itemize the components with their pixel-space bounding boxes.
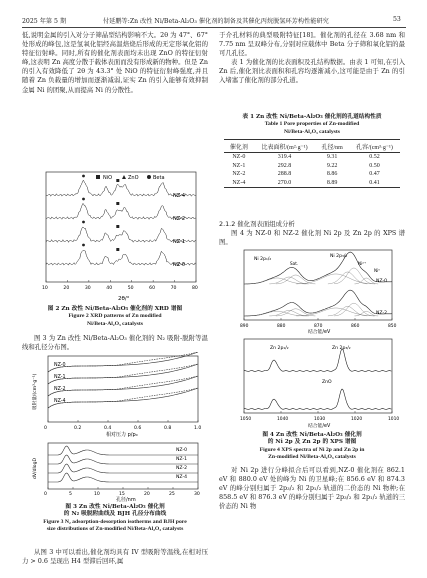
figure3-caption-cn-1: 图 3 Zn 改性 Ni/Beta-Al₂O₃ 催化剂 (65, 504, 165, 510)
isotherm-x-ticks (44, 420, 201, 431)
xps-label-ni0: Ni⁰ (374, 268, 380, 273)
x-tick-label: 890 (240, 324, 249, 329)
table1-header-cell: 催化剂 (224, 140, 254, 153)
section-heading: 2.1.2 催化剂表面组成分析 (219, 220, 295, 228)
table-cell: NZ-2 (232, 171, 246, 178)
xps-label-sat: Sat. (290, 261, 299, 266)
x-tick-label: 80 (192, 286, 198, 291)
x-tick-label: 880 (277, 324, 286, 329)
right-top-text: 于介孔材料的典型吸附特征[18]。催化剂的孔径在 3.68 nm 和 7.75 nm 呈双峰分布,分别对应载体中 Beta 分子筛和氧化铝的最可几孔径。 (219, 31, 405, 58)
xrd-nio-marker (116, 225, 119, 228)
figure3-caption (22, 504, 208, 533)
xps-ni-fit-peak (334, 268, 374, 284)
figure4-caption-en-1: Figure 4 XPS spectra of Ni 2p and Zn 2p in (259, 446, 365, 453)
right-bottom-paragraph (219, 466, 405, 511)
header-issue: 2025 年第 5 期 (22, 18, 67, 25)
table-row (224, 153, 400, 162)
x-tick-label: 30 (194, 492, 200, 497)
xrd-beta-marker (82, 221, 85, 224)
table-cell: 9.31 (326, 154, 338, 161)
xps-zn-spectrum (244, 349, 391, 371)
x-tick-label: 1020 (351, 417, 363, 422)
isotherm-adsorption-line (48, 364, 198, 384)
x-tick-label: 0.6 (134, 426, 142, 431)
x-tick-label: 1030 (314, 417, 326, 422)
figure3-caption-cn-2: 的 N₂ 吸脱附曲线及 BJH 孔径分布曲线 (63, 511, 167, 518)
header-page-number: 53 (393, 16, 401, 23)
figure2-caption-cn: 图 2 Zn 改性 Ni/Beta-Al₂O₃ 催化剂的 XRD 谱图 (47, 306, 183, 312)
table1-title-en-1: Table 1 Pore properties of Zn-modified (264, 121, 360, 128)
table-cell: 0.50 (369, 162, 380, 169)
right-top-paragraph (219, 31, 405, 86)
x-tick-label: 1010 (388, 417, 400, 422)
isotherm-adsorption-line (48, 352, 198, 372)
bjh-label-nz4: NZ-4 (176, 475, 188, 480)
iso-label-nz4: NZ-4 (54, 399, 66, 404)
legend-marker-beta (147, 175, 151, 179)
xrd-beta-marker (82, 175, 85, 178)
bjh-x-ticks (44, 487, 200, 497)
x-tick-label: 0.4 (104, 426, 112, 431)
x-tick-label: 10 (42, 286, 48, 291)
figure4-xps-zn-chart (230, 337, 400, 429)
left-top-paragraph (22, 31, 208, 95)
xps-label-ni2p32: Ni 2p₃/₂ (330, 254, 348, 259)
xps-ni-fit-peak (334, 303, 374, 316)
legend-marker-zno (122, 175, 126, 179)
table-cell: 288.8 (277, 171, 292, 178)
table1-title (219, 114, 405, 136)
xps-label-ni2p12: Ni 2p₁/₂ (254, 257, 272, 262)
table-intro-text: 表 1 为催化剂的比表面积及孔结构数据。由表 1 可知,在引入 Zn 后,催化剂比表面积和孔容均逐渐减小,这可能是由于 Zn 的引入堵塞了催化剂的部分孔道。 (219, 58, 405, 85)
bjh-label-nz1: NZ-1 (176, 457, 188, 462)
x-tick-label: 860 (351, 324, 360, 329)
xrd-label-nz2: NZ-2 (173, 216, 186, 222)
bjh-label-nz0: NZ-0 (176, 448, 188, 453)
header-running-title: 付延鹏等:Zn 改性 Ni/Beta-Al₂O₃ 催化剂的制备及其催化丙烷脱氢环芳构性能研究 (103, 18, 329, 25)
table-cell: 270.0 (254, 179, 316, 188)
table1-header-cell: 孔径/nm (315, 140, 348, 153)
isotherm-adsorption-line (48, 388, 198, 408)
table-row (224, 179, 400, 188)
figure3-caption-en-2: size distributions of Zn-modified Ni/Beta-Al₂O₃ catalysts (46, 525, 184, 532)
table-cell: NZ-0 (232, 154, 246, 161)
bjh-x-label: 孔径/nm (116, 497, 136, 503)
table1-title-cn: 表 1 Zn 改性 Ni/Beta-Al₂O₃ 催化剂的孔道结构性质 (242, 114, 382, 120)
xps-zn-frame (244, 339, 392, 413)
xps-label-nz2: NZ-2 (376, 311, 388, 316)
x-tick-label: 25 (169, 492, 175, 497)
isotherm-x-label: 相对压力 p/p₀ (106, 432, 138, 438)
legend-label-nio: NiO (103, 175, 113, 181)
iso-label-nz0: NZ-0 (54, 363, 66, 368)
isotherm-desorption-line (48, 364, 198, 384)
figure4-caption-en-2: Zn-modified Ni/Beta-Al₂O₃ catalysts (268, 453, 356, 460)
table1 (224, 139, 400, 188)
table-cell: 0.52 (369, 154, 380, 161)
xps-zn-x-label: 结合能/eV (308, 424, 331, 429)
isotherm-desorption-line (48, 352, 198, 372)
figure4-caption-cn-2: 的 Ni 2p 及 Zn 2p 的 XPS 谱图 (267, 439, 357, 446)
xrd-x-label: 2θ/° (118, 296, 130, 302)
isotherm-desorption-line (48, 388, 198, 408)
xrd-label-nz4: NZ-4 (173, 193, 186, 199)
figure4-xps-ni-chart (230, 248, 400, 334)
x-tick-label: 0.2 (74, 426, 82, 431)
bjh-y-label: dV/dlogD (33, 457, 38, 479)
x-tick-label: 1.0 (194, 426, 202, 431)
figure2-caption-en-2: Ni/Beta-Al₂O₃ catalysts (86, 320, 143, 327)
table-cell: 0.41 (349, 179, 400, 188)
table-cell: 292.8 (277, 162, 292, 169)
figure4-caption (219, 432, 405, 461)
table-cell: 8.86 (326, 171, 338, 178)
section-2-1-2 (219, 220, 405, 247)
x-tick-label: 0.8 (164, 426, 172, 431)
x-tick-label: 870 (314, 324, 323, 329)
fig3-intro-text: 图 3 为 Zn 改性 Ni/Beta-Al₂O₃ 催化剂的 N₂ 吸附-脱附等温线和孔径分布图。 (22, 334, 208, 352)
xps-zn-spectrum (244, 389, 391, 409)
xps-label-zn2p32: Zn 2p₃/₂ (332, 346, 351, 351)
table1-header-row (224, 140, 400, 153)
x-tick-label: 40 (106, 286, 113, 291)
x-tick-label: 20 (63, 286, 70, 291)
xps-label-nz0: NZ-0 (376, 279, 388, 284)
xps-label-ni2: Ni²⁺ (358, 261, 367, 266)
figure3-caption-en-1: Figure 3 N₂ adsorption-desorption isotherms and BJH pore (43, 518, 187, 525)
isotherm-adsorption-line (48, 376, 198, 396)
left-bottom-text: 从图 3 中可以看出,催化剂均具有 IV 型吸附等温线,在相对压力 > 0.6 呈现出 H4 型滞后回环,属 (22, 548, 208, 566)
x-tick-label: 0 (44, 426, 47, 431)
xps-ni-spectrum (244, 290, 392, 316)
isotherm-curves (48, 352, 198, 408)
x-tick-label: 60 (149, 286, 156, 291)
table-cell: NZ-4 (224, 179, 254, 188)
figure3-bjh-chart (26, 441, 208, 503)
xrd-nio-marker (116, 248, 119, 251)
right-bottom-text: 对 Ni 2p 进行分峰拟合后可以看到,NZ-0 催化剂在 862.1 eV 和 880.0 eV 处的峰为 Ni 的卫星峰;在 856.6 eV 和 874.3 eV 的峰分别归属于 2p₃/₂ 和 2p₁/₂ 轨道的二价态的 Ni 物种;在 858.5 eV 和 876.3 eV 的峰分别归属于 2p₃/₂ 和 2p₁/₂ 轨道的三价态的 Ni 物 (219, 466, 405, 511)
table-cell: 9.22 (326, 162, 338, 169)
x-tick-label: 15 (119, 492, 125, 497)
bjh-label-nz2: NZ-2 (176, 466, 188, 471)
left-bottom-paragraph (22, 548, 208, 566)
xrd-nio-marker (116, 202, 119, 205)
x-tick-label: 10 (94, 492, 100, 497)
table1-title-en-2: Ni/Beta-Al₂O₃ catalysts (283, 128, 340, 135)
x-tick-label: 850 (388, 324, 397, 329)
xps-ni-x-label: 结合能/eV (308, 330, 331, 334)
xrd-legend (96, 175, 165, 181)
table1-header-cell: 孔容/(cm³·g⁻¹) (349, 140, 400, 153)
isotherm-desorption-line (48, 376, 198, 396)
x-tick-label: 0 (44, 492, 47, 497)
iso-label-nz1: NZ-1 (54, 375, 66, 380)
xps-label-zn2p12: Zn 2p₁/₂ (270, 346, 289, 351)
figure4-caption-cn-1: 图 4 Zn 改性 Ni/Beta-Al₂O₃ 催化剂 (262, 432, 362, 438)
xps-label-zno: ZnO (322, 380, 332, 385)
table-row (224, 162, 400, 171)
x-tick-label: 50 (127, 286, 134, 291)
xps-zn-x-ticks (240, 411, 399, 422)
legend-marker-nio (96, 175, 100, 179)
fig3-intro (22, 334, 208, 352)
xps-intro-text: 图 4 为 NZ-0 和 NZ-2 催化剂 Ni 2p 及 Zn 2p 的 XPS 谱图。 (219, 229, 405, 247)
x-tick-label: 1040 (277, 417, 289, 422)
x-tick-label: 30 (84, 286, 91, 291)
table-row (224, 170, 400, 179)
iso-label-nz2: NZ-2 (54, 387, 66, 392)
figure2-caption-en-1: Figure 2 XRD patterns of Zn modified (68, 313, 162, 320)
xrd-label-nz0: NZ-0 (173, 262, 186, 268)
xps-ni-x-ticks (240, 318, 397, 329)
figure2-caption (22, 306, 208, 328)
table-cell: NZ-1 (232, 162, 246, 169)
xrd-x-ticks (42, 280, 198, 291)
legend-label-zno: ZnO (128, 175, 139, 181)
xps-zn-curves (244, 349, 391, 409)
legend-label-beta: Beta (153, 175, 165, 181)
xrd-label-nz1: NZ-1 (173, 239, 186, 245)
x-tick-label: 70 (170, 286, 177, 291)
x-tick-label: 20 (144, 492, 150, 497)
paragraph-text: 低,说明金属的引入对分子筛晶型结构影响不大。2θ 为 47°、67° 处形成的峰包,这是氢氧化铝经高温焙烧后形成的无定形氧化铝的特征衍射峰。同时,所有的催化剂表面均未出现 ZnO 的特征衍射峰,这表明 Zn 高度分散于载体表面而没有形成新的物种。但是 Zn 的引入有效降低了 2θ 为 43.3° 处 NiO 的特征衍射峰强度,并且随着 Zn 负载量的增加而逐渐减弱,证实 Zn 的引入能够有效抑制金属 Ni 的团聚,从而提高 Ni 的分散性。 (22, 31, 208, 94)
table-cell: 0.47 (369, 171, 380, 178)
x-tick-label: 1050 (240, 417, 252, 422)
xrd-beta-marker (82, 198, 85, 201)
xrd-nio-marker (116, 179, 119, 182)
x-tick-label: 5 (69, 492, 72, 497)
table-cell: 8.89 (315, 179, 348, 188)
isotherm-y-label: 吸附量/(cm³·g⁻¹) (33, 373, 38, 410)
table1-header-cell: 比表面积/(m²·g⁻¹) (254, 140, 316, 153)
table-cell: 319.4 (277, 154, 292, 161)
xrd-beta-marker (82, 244, 85, 247)
header-rule (22, 27, 406, 28)
figure2-xrd-chart (26, 168, 206, 308)
